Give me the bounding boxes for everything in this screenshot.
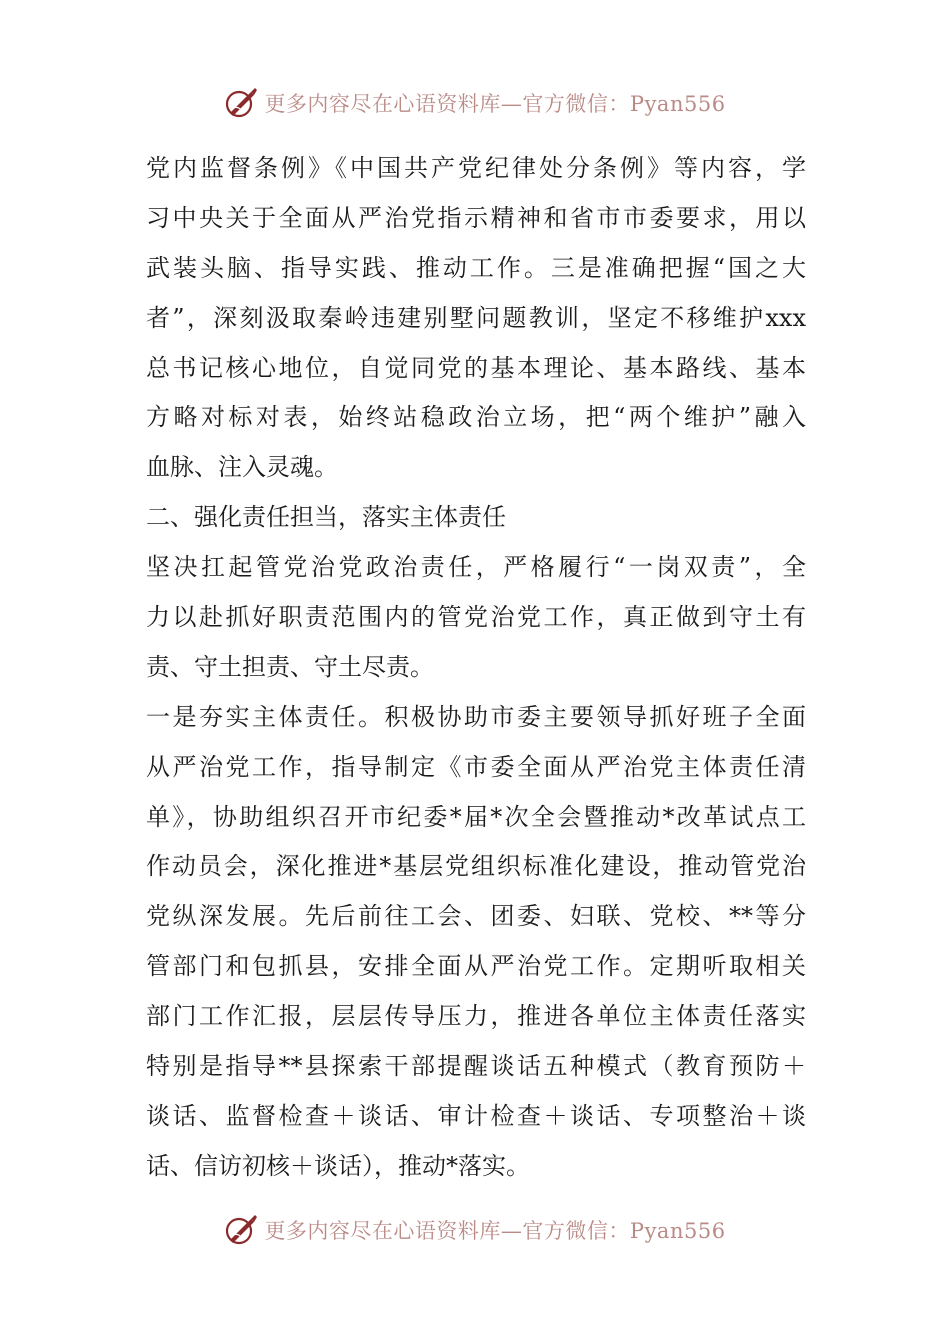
- pen-in-circle-logo-icon: [224, 1213, 258, 1247]
- footer-text: 更多内容尽在心语资料库—官方微信：Pyan556: [264, 1219, 726, 1243]
- body-line: 管部门和包抓县，安排全面从严治党工作。定期听取相关: [146, 952, 806, 981]
- header-banner: [0, 78, 950, 128]
- body-line: 责、守土担责、守土尽责。: [146, 652, 434, 681]
- body-line: 方略对标对表，始终站稳政治立场，把“两个维护”融入: [146, 403, 806, 432]
- body-line: 从严治党工作，指导制定《市委全面从严治党主体责任清: [146, 752, 806, 781]
- body-line: 党纵深发展。先后前往工会、团委、妇联、党校、**等分: [146, 902, 806, 931]
- body-line: 部门工作汇报，层层传导压力，推进各单位主体责任落实: [146, 1002, 806, 1031]
- body-line: 谈话、监督检查＋谈话、审计检查＋谈话、专项整治＋谈: [146, 1101, 806, 1130]
- document-body: [146, 144, 806, 1192]
- pen-in-circle-logo-icon: [224, 86, 258, 120]
- body-line: 作动员会，深化推进*基层党组织标准化建设，推动管党治: [146, 852, 806, 881]
- footer-banner: [0, 1205, 950, 1255]
- body-line: 坚决扛起管党治党政治责任，严格履行“一岗双责”，全: [146, 553, 806, 582]
- body-line: 特别是指导**县探索干部提醒谈话五种模式（教育预防＋: [146, 1052, 806, 1081]
- body-line: 一是夯实主体责任。积极协助市委主要领导抓好班子全面: [146, 702, 806, 731]
- body-line: 单》，协助组织召开市纪委*届*次全会暨推动*改革试点工: [146, 802, 806, 831]
- body-line: 话、信访初核＋谈话），推动*落实。: [146, 1151, 530, 1180]
- body-line: 者”，深刻汲取秦岭违建别墅问题教训，坚定不移维护xxx: [146, 303, 806, 332]
- body-line: 武装头脑、指导实践、推动工作。三是准确把握“国之大: [146, 253, 806, 282]
- body-line: 血脉、注入灵魂。: [146, 453, 338, 482]
- section-heading: 二、强化责任担当，落实主体责任: [146, 503, 506, 532]
- body-line: 力以赴抓好职责范围内的管党治党工作，真正做到守土有: [146, 603, 806, 632]
- header-text: 更多内容尽在心语资料库—官方微信：Pyan556: [264, 92, 726, 116]
- body-line: 习中央关于全面从严治党指示精神和省市市委要求，用以: [146, 203, 806, 232]
- body-line: 党内监督条例》《中国共产党纪律处分条例》等内容，学: [146, 154, 806, 182]
- body-line: 总书记核心地位，自觉同党的基本理论、基本路线、基本: [146, 353, 806, 382]
